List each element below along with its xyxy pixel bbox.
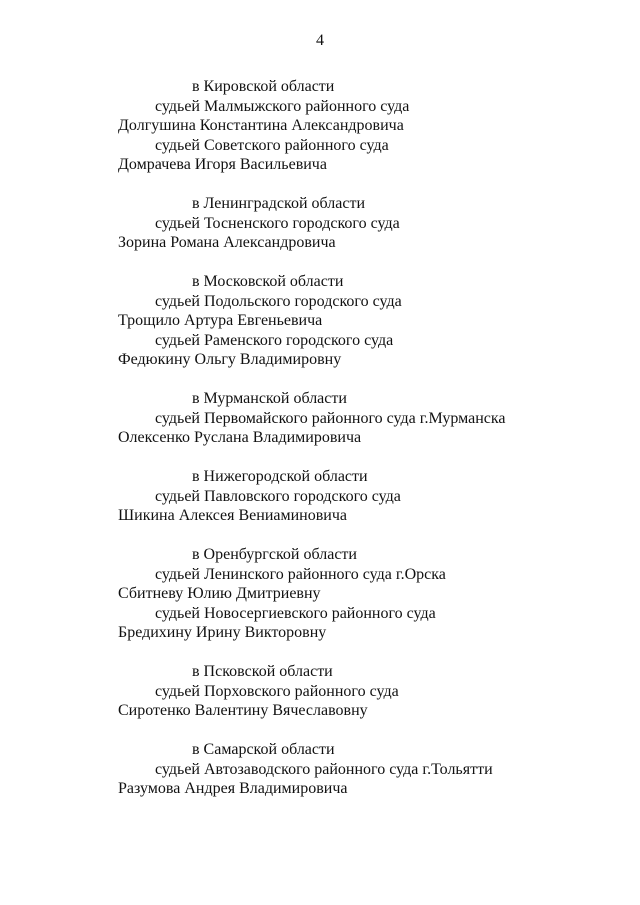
judge-name: Сиротенко Валентину Вячеславовну [118, 702, 368, 719]
region-section [0, 272, 640, 370]
region-heading: в Московской области [192, 273, 344, 290]
court-position: судьей Порховского районного суда [155, 682, 399, 700]
region-section [0, 77, 640, 175]
court-position: судьей Малмыжского районного суда [155, 97, 410, 115]
judge-name: Домрачева Игоря Васильевича [118, 156, 327, 173]
court-position: судьей Тосненского городского суда [155, 214, 400, 232]
judge-name: Трощило Артура Евгеньевича [118, 312, 323, 329]
region-section [0, 467, 640, 526]
court-position: судьей Ленинского районного суда г.Орска [155, 565, 446, 583]
region-heading: в Самарской области [192, 741, 335, 758]
court-position: судьей Раменского городского суда [155, 331, 394, 349]
judge-name: Бредихину Ирину Викторовну [118, 624, 327, 641]
court-position: судьей Новосергиевского районного суда [155, 604, 436, 622]
court-position: судьей Автозаводского районного суда г.Тольятти [155, 760, 493, 778]
region-section [0, 194, 640, 253]
judge-name: Долгушина Константина Александровича [118, 117, 404, 134]
judge-name: Олексенко Руслана Владимировича [118, 429, 362, 446]
region-section [0, 389, 640, 448]
judge-name: Федюкину Ольгу Владимировну [118, 351, 342, 368]
court-position: судьей Первомайского районного суда г.Мурманска [155, 409, 506, 427]
page-number: 4 [316, 32, 324, 49]
region-section [0, 545, 640, 643]
region-section [0, 662, 640, 721]
region-heading: в Мурманской области [192, 390, 347, 407]
region-section [0, 740, 640, 799]
judge-name: Шикина Алексея Вениаминовича [118, 507, 347, 524]
region-heading: в Кировской области [192, 78, 335, 95]
region-heading: в Оренбургской области [192, 546, 357, 563]
judge-name: Зорина Романа Александровича [118, 234, 336, 251]
region-heading: в Псковской области [192, 663, 333, 680]
region-heading: в Нижегородской области [192, 468, 368, 485]
judge-name: Сбитневу Юлию Дмитриевну [118, 585, 321, 602]
judge-name: Разумова Андрея Владимировича [118, 780, 348, 797]
region-heading: в Ленинградской области [192, 195, 365, 212]
court-position: судьей Подольского городского суда [155, 292, 402, 310]
court-position: судьей Советского районного суда [155, 136, 389, 154]
court-position: судьей Павловского городского суда [155, 487, 401, 505]
document-body [0, 77, 640, 818]
